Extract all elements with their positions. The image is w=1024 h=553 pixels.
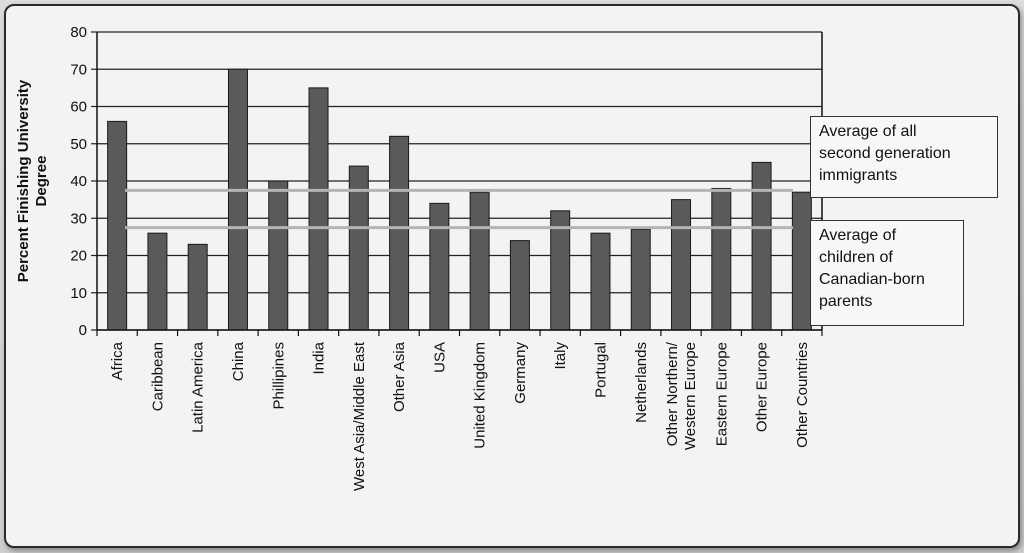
x-category-label-group (633, 342, 650, 423)
bar (228, 69, 247, 330)
bar (269, 181, 288, 330)
x-axis-labels (109, 341, 811, 491)
bar (188, 244, 207, 330)
bar (108, 121, 127, 330)
x-category-label-group (713, 342, 730, 446)
x-category-label-group (592, 342, 609, 398)
x-category-label-group (351, 341, 368, 491)
y-tick-label: 10 (70, 284, 87, 302)
bar (430, 203, 449, 330)
x-category-label-group (794, 342, 811, 448)
bars (108, 69, 812, 330)
bar (672, 200, 691, 330)
y-axis-title-line: Degree (33, 155, 50, 207)
x-category-label-group (512, 342, 529, 404)
legend-average-canadian-born: Average of children of Canadian-born parents (810, 220, 964, 326)
x-category-label: Africa (109, 342, 127, 381)
y-tick-label: 50 (70, 135, 87, 153)
x-category-label-group (270, 342, 287, 410)
y-tick-label: 80 (70, 24, 87, 41)
x-category-label: Eastern Europe (713, 342, 731, 447)
x-category-label: Caribbean (149, 342, 167, 412)
x-category-label-group (754, 342, 771, 432)
x-category-label: Other Countries (793, 342, 811, 448)
x-category-label: Western Europe (682, 342, 700, 451)
x-category-label: Other Europe (753, 342, 771, 433)
x-category-label: Other Northern/ (664, 342, 682, 447)
bar (510, 241, 529, 330)
x-category-label-group (391, 341, 408, 412)
x-category-label: Other Asia (391, 342, 409, 413)
bar (792, 192, 811, 330)
bar (309, 88, 328, 330)
x-category-label-group (311, 341, 328, 374)
x-category-label-group (230, 341, 247, 381)
legend-average-second-generation: Average of all second generation immigrants (810, 116, 998, 198)
x-category-label: Phillipines (270, 342, 288, 410)
x-category-label-group (472, 342, 489, 449)
bar (631, 229, 650, 330)
x-category-label: China (229, 342, 247, 382)
bar (390, 136, 409, 330)
x-category-label-group (664, 341, 699, 450)
bar (712, 188, 731, 330)
x-category-label-group (190, 341, 207, 433)
bar (591, 233, 610, 330)
y-tick-label: 20 (70, 247, 87, 265)
x-category-label: Portugal (592, 342, 610, 398)
x-category-label-group (149, 342, 166, 411)
bar (148, 233, 167, 330)
y-tick-label: 60 (70, 98, 87, 116)
y-tick-label: 70 (70, 61, 87, 79)
x-category-label: Netherlands (632, 342, 650, 423)
bar (752, 162, 771, 330)
x-category-label: USA (431, 342, 449, 373)
x-category-label: Italy (552, 342, 570, 370)
x-category-label: India (310, 342, 328, 375)
x-category-label-group (552, 342, 569, 370)
x-category-label: West Asia/Middle East (350, 342, 368, 491)
x-category-label: Germany (511, 342, 529, 404)
y-tick-label: 30 (70, 210, 87, 228)
y-axis-title (15, 79, 50, 282)
x-category-label-group (431, 342, 448, 373)
y-tick-label: 40 (70, 173, 87, 190)
x-category-label-group (109, 341, 126, 380)
y-axis-ticks (70, 24, 97, 339)
bar (470, 192, 489, 330)
y-tick-label: 0 (78, 322, 87, 339)
x-category-label: Latin America (189, 342, 207, 433)
x-category-label: United Kingdom (471, 342, 489, 449)
reference-lines (125, 190, 793, 227)
y-axis-title-line: Percent Finishing University (15, 79, 32, 283)
